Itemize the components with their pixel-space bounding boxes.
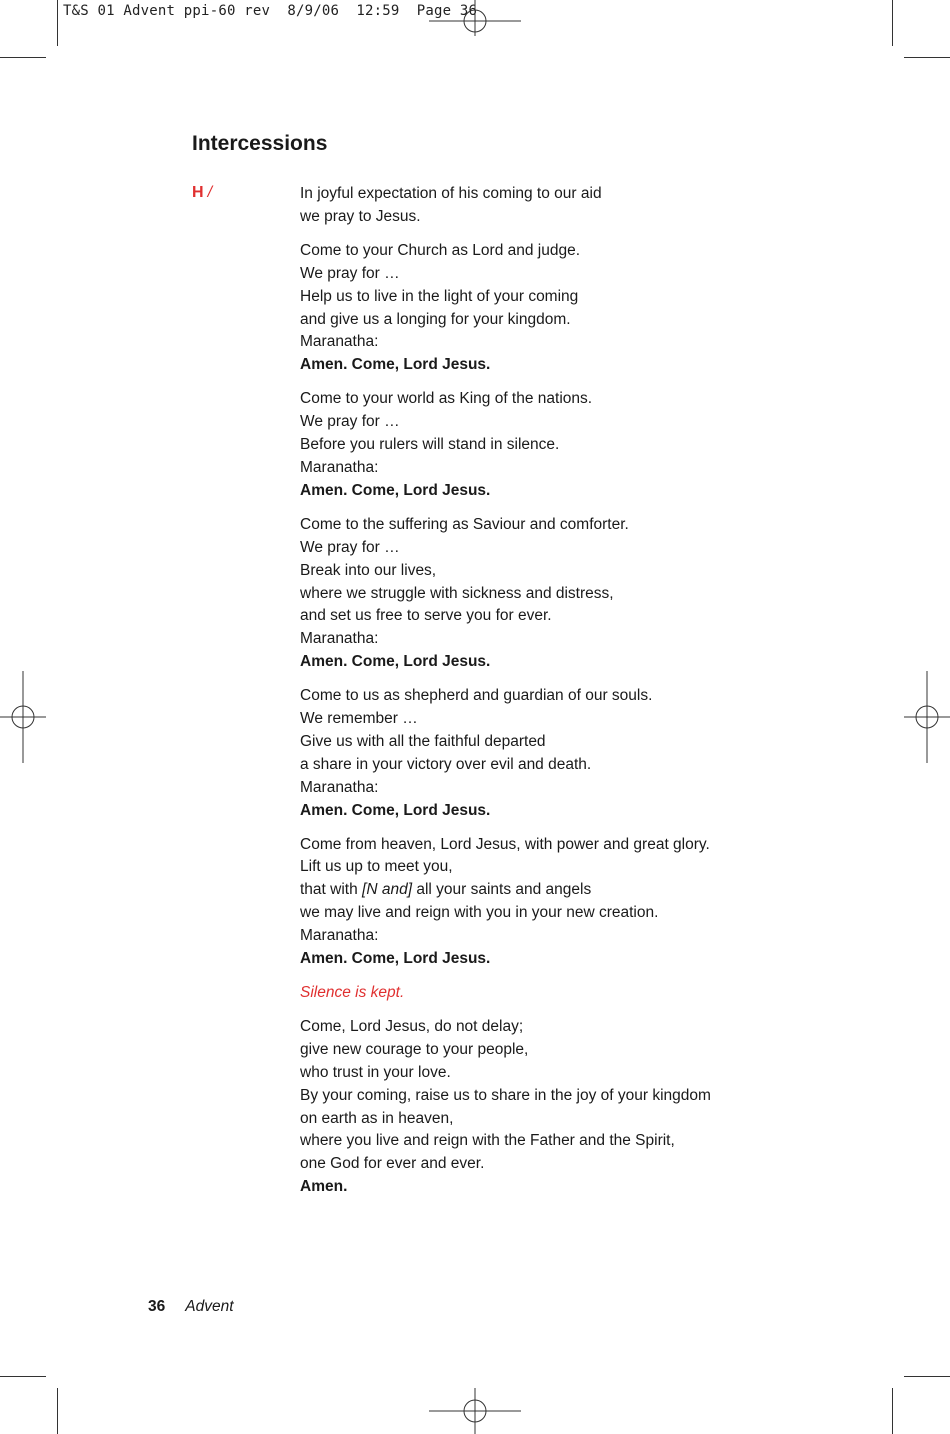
crop-mark bbox=[0, 1376, 46, 1377]
response-line: Amen. Come, Lord Jesus. bbox=[300, 356, 491, 374]
printer-slug: T&S 01 Advent ppi-60 rev 8/9/06 12:59 Page 36 bbox=[63, 3, 478, 19]
crop-mark bbox=[57, 0, 58, 46]
response-line: Amen. Come, Lord Jesus. bbox=[300, 653, 491, 671]
intercession-stanza bbox=[300, 685, 740, 822]
text-line: We pray for … bbox=[300, 264, 400, 282]
section-marker bbox=[192, 184, 212, 202]
text-line: We pray for … bbox=[300, 538, 400, 556]
text-line: we may live and reign with you in your new creation. bbox=[300, 904, 659, 922]
text-line: Come, Lord Jesus, do not delay; bbox=[300, 1017, 524, 1035]
response-line: Amen. bbox=[300, 1178, 348, 1196]
intercession-stanza bbox=[300, 834, 740, 971]
registration-mark-icon bbox=[904, 671, 950, 763]
registration-mark-icon bbox=[429, 1388, 521, 1434]
text-line bbox=[300, 879, 740, 902]
text-fragment: that with bbox=[300, 881, 363, 899]
intercessions-body bbox=[300, 183, 740, 1210]
text-line: and set us free to serve you for ever. bbox=[300, 607, 552, 625]
text-line: Maranatha: bbox=[300, 778, 379, 796]
text-line: on earth as in heaven, bbox=[300, 1109, 454, 1127]
text-line: Come to your Church as Lord and judge. bbox=[300, 241, 581, 259]
marker-letter: H bbox=[192, 184, 204, 201]
text-line: one God for ever and ever. bbox=[300, 1155, 485, 1173]
rubric: Silence is kept. bbox=[300, 984, 405, 1001]
intercession-stanza bbox=[300, 388, 740, 503]
text-line: Maranatha: bbox=[300, 927, 379, 945]
text-line: Maranatha: bbox=[300, 630, 379, 648]
text-line: Maranatha: bbox=[300, 333, 379, 351]
text-line: Help us to live in the light of your coming bbox=[300, 287, 579, 305]
crop-mark bbox=[904, 1376, 950, 1377]
page-title: Intercessions bbox=[192, 132, 328, 155]
text-line: We remember … bbox=[300, 710, 418, 728]
text-line: where you live and reign with the Father and the Spirit, bbox=[300, 1132, 675, 1150]
text-line: By your coming, raise us to share in the joy of your kingdom bbox=[300, 1086, 711, 1104]
text-fragment: all your saints and angels bbox=[412, 881, 592, 899]
crop-mark bbox=[892, 1388, 893, 1434]
response-line: Amen. Come, Lord Jesus. bbox=[300, 950, 491, 968]
text-line: Come to your world as King of the nations. bbox=[300, 390, 593, 408]
name-placeholder: [N and] bbox=[362, 881, 413, 899]
page-footer bbox=[148, 1298, 234, 1316]
text-line: Break into our lives, bbox=[300, 561, 437, 579]
text-line: a share in your victory over evil and death. bbox=[300, 755, 592, 773]
text-line: In joyful expectation of his coming to our aid bbox=[300, 185, 602, 202]
collect-stanza bbox=[300, 1016, 740, 1199]
text-line: where we struggle with sickness and distress, bbox=[300, 584, 614, 602]
text-line: give new courage to your people, bbox=[300, 1040, 529, 1058]
intro-stanza bbox=[300, 183, 740, 229]
crop-mark bbox=[904, 57, 950, 58]
registration-mark-icon bbox=[429, 0, 521, 36]
text-line: Come from heaven, Lord Jesus, with power and great glory. bbox=[300, 835, 710, 853]
text-line: Give us with all the faithful departed bbox=[300, 732, 546, 750]
section-name: Advent bbox=[185, 1298, 234, 1315]
crop-mark bbox=[892, 0, 893, 46]
intercession-stanza bbox=[300, 514, 740, 674]
response-line: Amen. Come, Lord Jesus. bbox=[300, 481, 491, 499]
marker-slash: / bbox=[207, 184, 213, 201]
text-line: Maranatha: bbox=[300, 458, 379, 476]
text-line: Before you rulers will stand in silence. bbox=[300, 436, 560, 454]
page-number: 36 bbox=[148, 1298, 166, 1315]
text-line: Come to us as shepherd and guardian of our souls. bbox=[300, 687, 653, 705]
text-line: we pray to Jesus. bbox=[300, 207, 421, 225]
text-line: Lift us up to meet you, bbox=[300, 858, 453, 876]
crop-mark bbox=[57, 1388, 58, 1434]
response-line: Amen. Come, Lord Jesus. bbox=[300, 801, 491, 819]
text-line: who trust in your love. bbox=[300, 1063, 451, 1081]
intercession-stanza bbox=[300, 240, 740, 377]
text-line: Come to the suffering as Saviour and comforter. bbox=[300, 515, 629, 533]
text-line: and give us a longing for your kingdom. bbox=[300, 310, 571, 328]
crop-mark bbox=[0, 57, 46, 58]
registration-mark-icon bbox=[0, 671, 46, 763]
text-line: We pray for … bbox=[300, 413, 400, 431]
